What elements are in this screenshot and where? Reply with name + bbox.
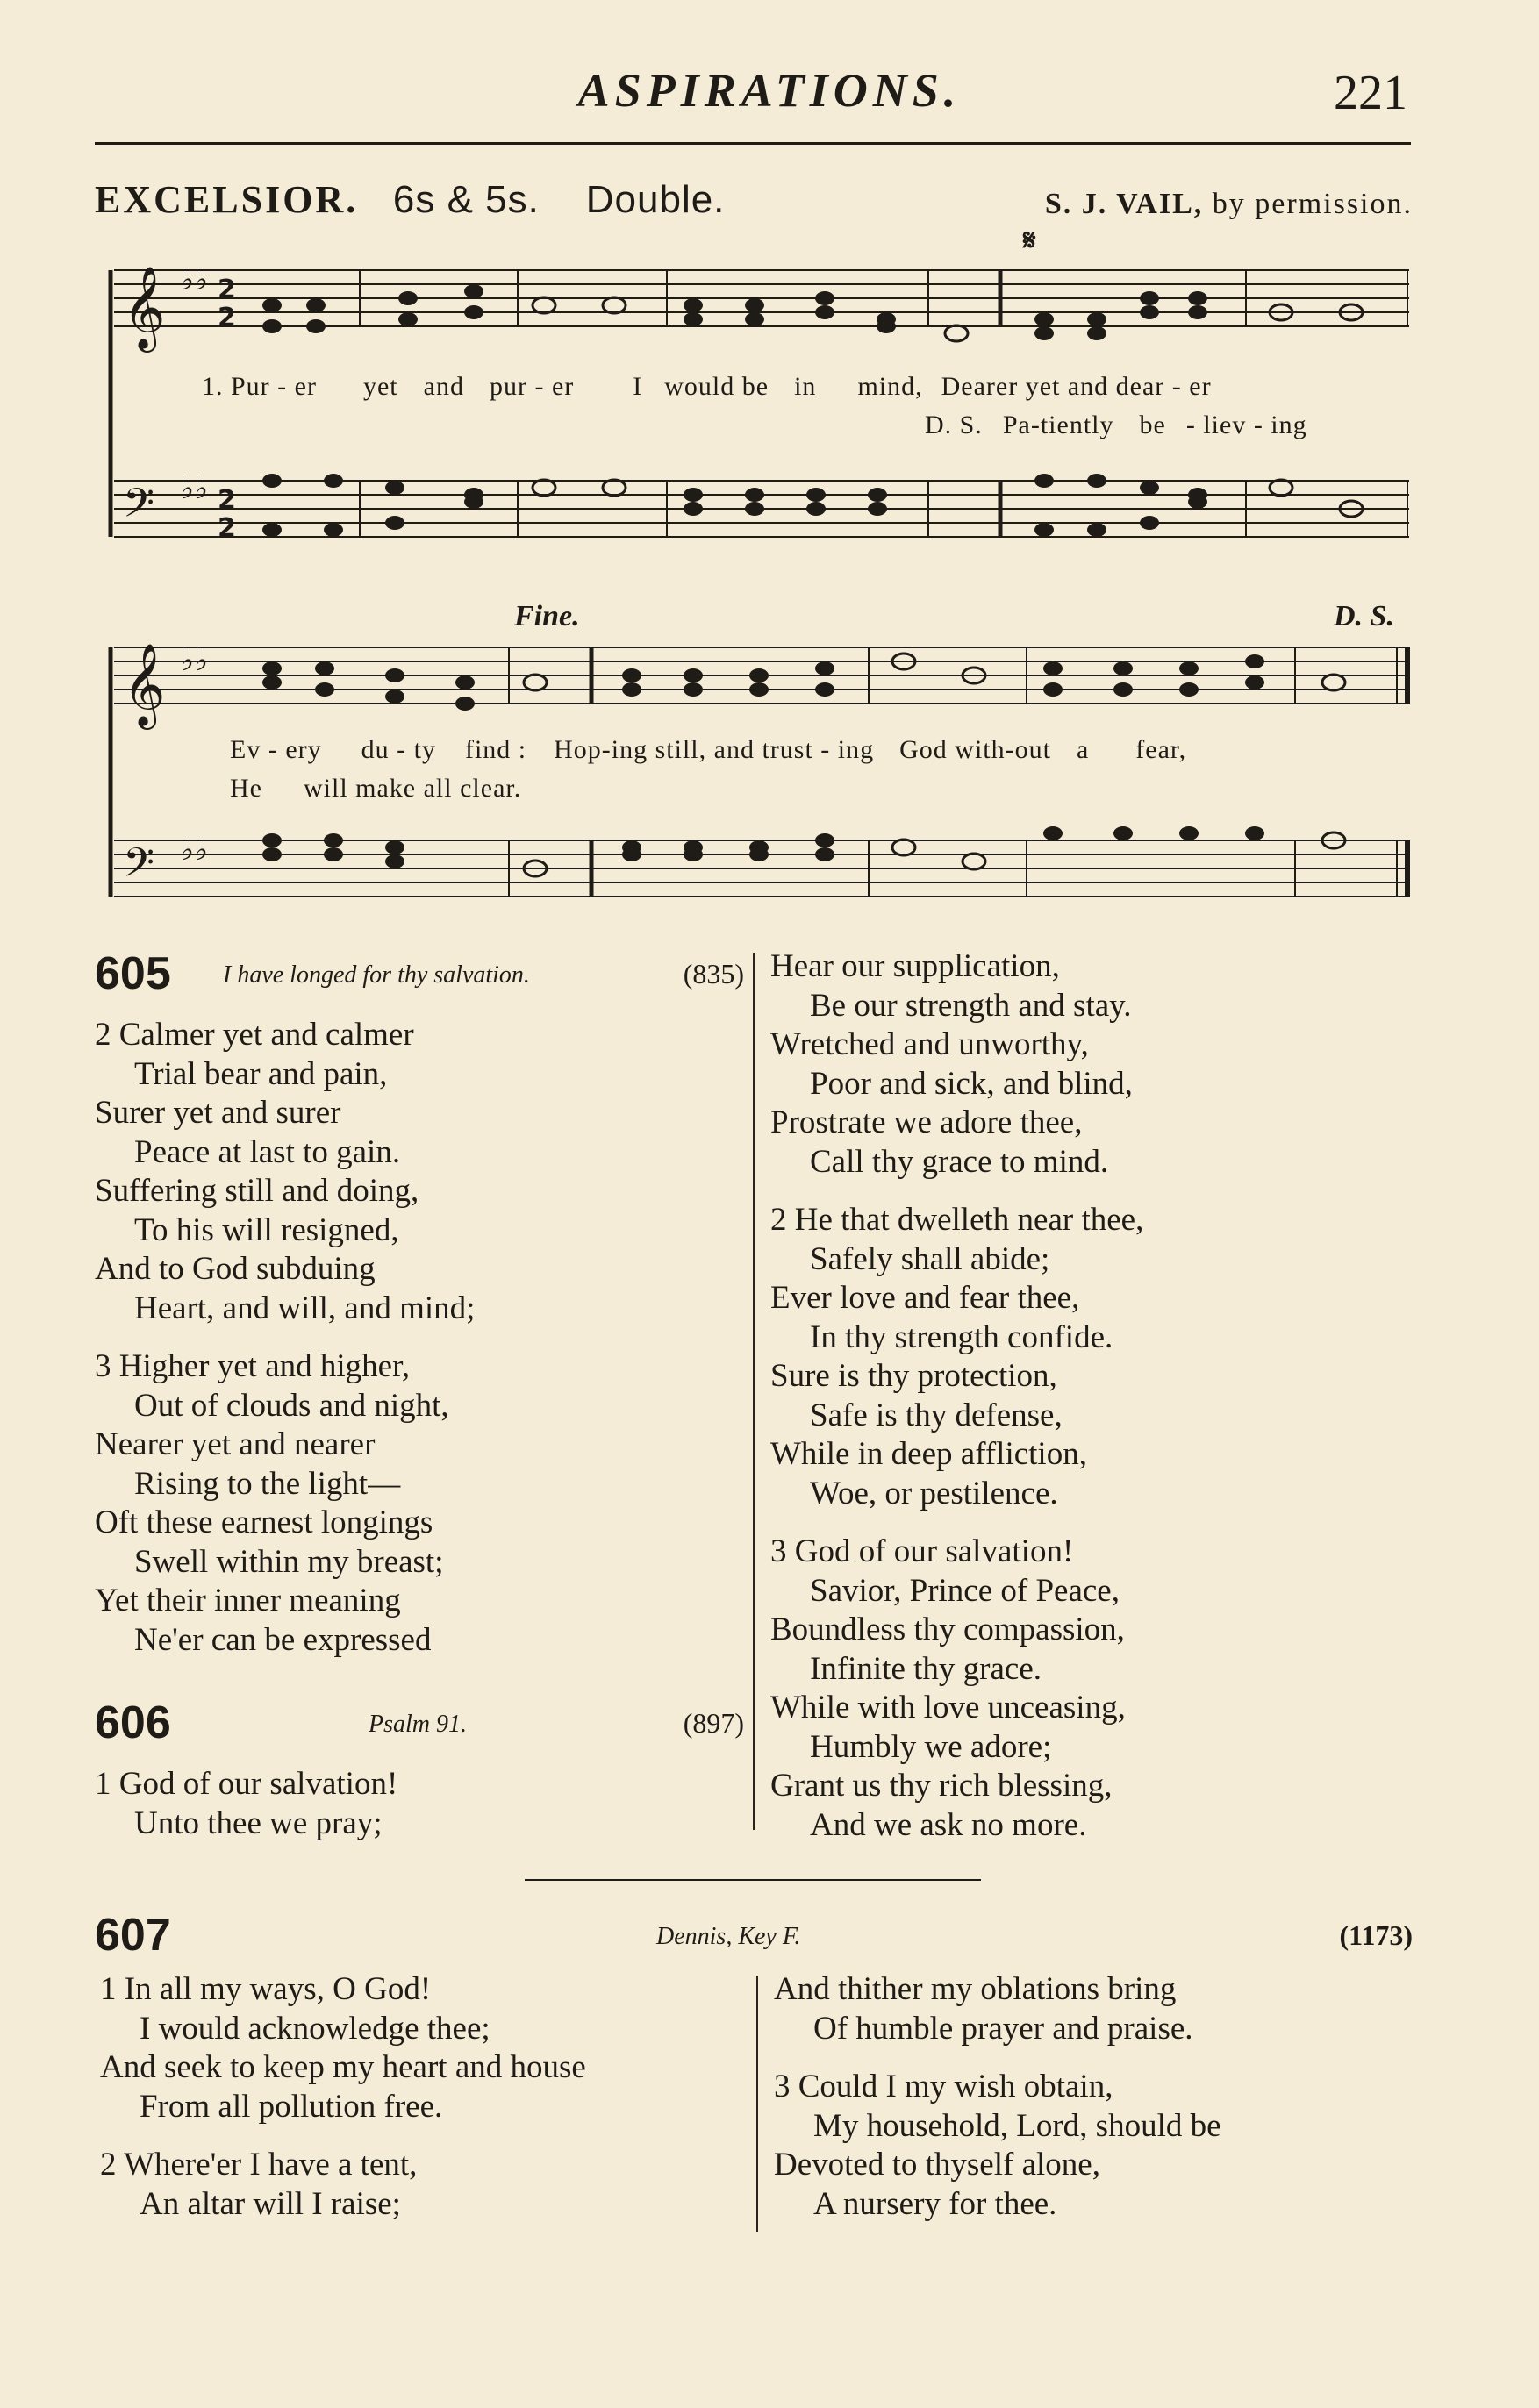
lyric-syllable: be bbox=[1139, 411, 1166, 439]
verse-line: An altar will I raise; bbox=[140, 2185, 401, 2222]
verse-line: Boundless thy compassion, bbox=[770, 1611, 1125, 1647]
hymn-reference: (835) bbox=[683, 958, 744, 990]
verse-line: Ever love and fear thee, bbox=[770, 1280, 1080, 1316]
svg-text:2: 2 bbox=[218, 485, 236, 516]
svg-text:♭♭: ♭♭ bbox=[180, 832, 209, 868]
verse-line: Out of clouds and night, bbox=[134, 1387, 449, 1424]
bass-clef-icon: 𝄢 bbox=[123, 840, 155, 897]
verse-line: Heart, and will, and mind; bbox=[134, 1290, 476, 1326]
lyric-syllable: Pa-tiently bbox=[1002, 411, 1114, 439]
verse-line: To his will resigned, bbox=[134, 1211, 399, 1248]
verse-line: While in deep affliction, bbox=[770, 1436, 1087, 1472]
verse-line: From all pollution free. bbox=[140, 2088, 443, 2125]
verse-line: While with love unceasing, bbox=[770, 1690, 1126, 1726]
verse-line: Of humble prayer and praise. bbox=[813, 2010, 1193, 2047]
lyric-syllable: in bbox=[794, 372, 817, 401]
verse-line: Poor and sick, and blind, bbox=[810, 1065, 1133, 1102]
lyric-syllable: a bbox=[1076, 735, 1090, 764]
verse-line: Devoted to thyself alone, bbox=[774, 2147, 1100, 2183]
hymn-number: 606 bbox=[95, 1697, 171, 1748]
svg-text:♭♭: ♭♭ bbox=[180, 471, 209, 506]
verse-line: Surer yet and surer bbox=[95, 1095, 341, 1131]
verse-line: Hear our supplication, bbox=[770, 948, 1060, 984]
verse-line: Humbly we adore; bbox=[810, 1728, 1052, 1765]
stanza bbox=[774, 1970, 1441, 2048]
stanza bbox=[770, 1201, 1437, 1513]
composer-permission: by permission. bbox=[1212, 188, 1413, 220]
lyric-syllable: would be bbox=[664, 372, 770, 401]
verse-line: 1 In all my ways, O God! bbox=[100, 1971, 432, 2007]
verse-line: And seek to keep my heart and house bbox=[100, 2049, 586, 2085]
hymn-subtitle: Psalm 91. bbox=[369, 1711, 467, 1738]
hymn-605-verses bbox=[95, 1016, 744, 1679]
hymn-number: 605 bbox=[95, 948, 171, 999]
hymn-607-right-column bbox=[774, 1970, 1441, 2243]
lyric-syllable: find : bbox=[464, 735, 527, 764]
hymn-607-reference: (1173) bbox=[1339, 1919, 1413, 1951]
verse-line: Nearer yet and nearer bbox=[95, 1426, 376, 1462]
lyric-syllable: D. S. bbox=[925, 411, 983, 439]
verse-line: And thither my oblations bring bbox=[774, 1971, 1177, 2007]
hymn-606-stanza1-start bbox=[95, 1765, 744, 1843]
hymn-reference: (897) bbox=[683, 1707, 744, 1739]
verse-line: 1 God of our salvation! bbox=[95, 1766, 398, 1802]
verse-line: Call thy grace to mind. bbox=[810, 1143, 1109, 1180]
verse-line: And to God subduing bbox=[95, 1251, 376, 1287]
lyric-syllable: Ev - ery bbox=[230, 735, 322, 764]
hymn-606-right-column bbox=[770, 947, 1437, 1864]
segno-icon: 𝄋 bbox=[1023, 225, 1036, 257]
column-divider bbox=[756, 1976, 758, 2232]
fine-marking: Fine. bbox=[514, 600, 580, 632]
svg-text:♭♭: ♭♭ bbox=[180, 262, 209, 297]
lyric-syllable: Hop-ing still, and trust - ing bbox=[554, 735, 875, 764]
verse-line: Woe, or pestilence. bbox=[810, 1475, 1058, 1511]
lyric-syllable: and bbox=[423, 372, 464, 401]
verse-line: Trial bear and pain, bbox=[134, 1055, 388, 1092]
hymn-subtitle: I have longed for thy salvation. bbox=[223, 961, 530, 989]
svg-text:♭♭: ♭♭ bbox=[180, 643, 209, 678]
hymn-606-heading bbox=[95, 1697, 744, 1749]
verse-line: Infinite thy grace. bbox=[810, 1650, 1042, 1687]
verse-line: Wretched and unworthy, bbox=[770, 1026, 1089, 1062]
stanza bbox=[100, 2146, 749, 2224]
verse-line: Suffering still and doing, bbox=[95, 1173, 419, 1209]
svg-text:2: 2 bbox=[218, 303, 236, 333]
lyric-line-2b bbox=[230, 774, 521, 804]
verse-line: Swell within my breast; bbox=[134, 1543, 444, 1580]
lyric-syllable: fear, bbox=[1135, 735, 1187, 764]
verse-line: 2 He that dwelleth near thee, bbox=[770, 1202, 1144, 1238]
tune-meter: 6s & 5s. bbox=[392, 178, 540, 221]
verse-line: 2 Where'er I have a tent, bbox=[100, 2147, 418, 2183]
lyric-syllable: mind, bbox=[857, 372, 923, 401]
verse-line: Safe is thy defense, bbox=[810, 1397, 1063, 1433]
verse-line: Sure is thy protection, bbox=[770, 1358, 1057, 1394]
composer-name: S. J. VAIL, bbox=[1044, 188, 1204, 220]
running-title: ASPIRATIONS. bbox=[577, 64, 962, 117]
verse-line: Unto thee we pray; bbox=[134, 1804, 383, 1841]
lyric-syllable: yet bbox=[362, 372, 398, 401]
verse-line: Peace at last to gain. bbox=[134, 1133, 401, 1170]
verse-line: Be our strength and stay. bbox=[810, 987, 1132, 1024]
lyric-syllable: He bbox=[230, 774, 262, 803]
verse-line: Prostrate we adore thee, bbox=[770, 1104, 1083, 1140]
lyric-ds-line bbox=[925, 411, 1307, 440]
verse-line: Grant us thy rich blessing, bbox=[770, 1768, 1113, 1804]
verse-line: Yet their inner meaning bbox=[95, 1583, 401, 1618]
stanza bbox=[774, 2068, 1441, 2224]
stanza bbox=[95, 1347, 744, 1660]
lyric-syllable: will make all clear. bbox=[303, 774, 522, 803]
stanza bbox=[95, 1016, 744, 1328]
tune-name: EXCELSIOR. bbox=[95, 178, 359, 221]
verse-line: 3 God of our salvation! bbox=[770, 1533, 1074, 1569]
treble-clef-icon: 𝄞 bbox=[123, 266, 166, 349]
hymn-607-number: 607 bbox=[95, 1910, 171, 1961]
lyric-line-2 bbox=[230, 735, 1186, 765]
lyric-syllable: - liev - ing bbox=[1185, 411, 1307, 439]
verse-line: Ne'er can be expressed bbox=[134, 1621, 432, 1658]
tune-type: Double. bbox=[585, 178, 726, 221]
hymn-607-tune bbox=[656, 1923, 800, 1951]
stanza bbox=[770, 1533, 1437, 1845]
verse-line: I would acknowledge thee; bbox=[140, 2010, 490, 2047]
verse-line: And we ask no more. bbox=[810, 1806, 1087, 1843]
lyric-line-1 bbox=[202, 372, 1212, 402]
verse-line: 2 Calmer yet and calmer bbox=[95, 1017, 414, 1053]
lyric-syllable: I bbox=[633, 372, 643, 401]
column-divider bbox=[753, 953, 755, 1830]
verse-line: In thy strength confide. bbox=[810, 1318, 1113, 1355]
lyric-syllable: 1. Pur - er bbox=[202, 372, 317, 401]
lyric-syllable: Dearer yet and dear - er bbox=[941, 372, 1212, 401]
lyric-syllable: God with-out bbox=[899, 735, 1051, 764]
lyric-syllable: pur - er bbox=[489, 372, 575, 401]
verse-line: Savior, Prince of Peace, bbox=[810, 1572, 1120, 1609]
svg-text:2: 2 bbox=[218, 513, 236, 544]
verse-line: Safely shall abide; bbox=[810, 1240, 1050, 1277]
treble-clef-icon: 𝄞 bbox=[123, 643, 166, 726]
svg-text:2: 2 bbox=[218, 275, 236, 305]
ds-marking: D. S. bbox=[1334, 600, 1394, 632]
verse-line: A nursery for thee. bbox=[813, 2185, 1057, 2222]
lyric-syllable: du - ty bbox=[361, 735, 436, 764]
bass-clef-icon: 𝄢 bbox=[123, 480, 155, 537]
section-rule bbox=[525, 1879, 981, 1881]
tune-name: Dennis, bbox=[656, 1923, 733, 1950]
stanza bbox=[770, 947, 1437, 1182]
page-number: 221 bbox=[1334, 66, 1407, 120]
stanza bbox=[100, 1970, 749, 2126]
verse-line: Rising to the light— bbox=[134, 1465, 401, 1502]
verse-line: 3 Higher yet and higher, bbox=[95, 1348, 411, 1384]
hymn-605-heading bbox=[95, 947, 744, 1000]
tune-key: Key F. bbox=[738, 1923, 801, 1950]
verse-line: My household, Lord, should be bbox=[813, 2107, 1221, 2144]
hymn-607-left-column bbox=[100, 1970, 749, 2243]
verse-line: 3 Could I my wish obtain, bbox=[774, 2069, 1113, 2104]
verse-line: Oft these earnest longings bbox=[95, 1504, 433, 1540]
